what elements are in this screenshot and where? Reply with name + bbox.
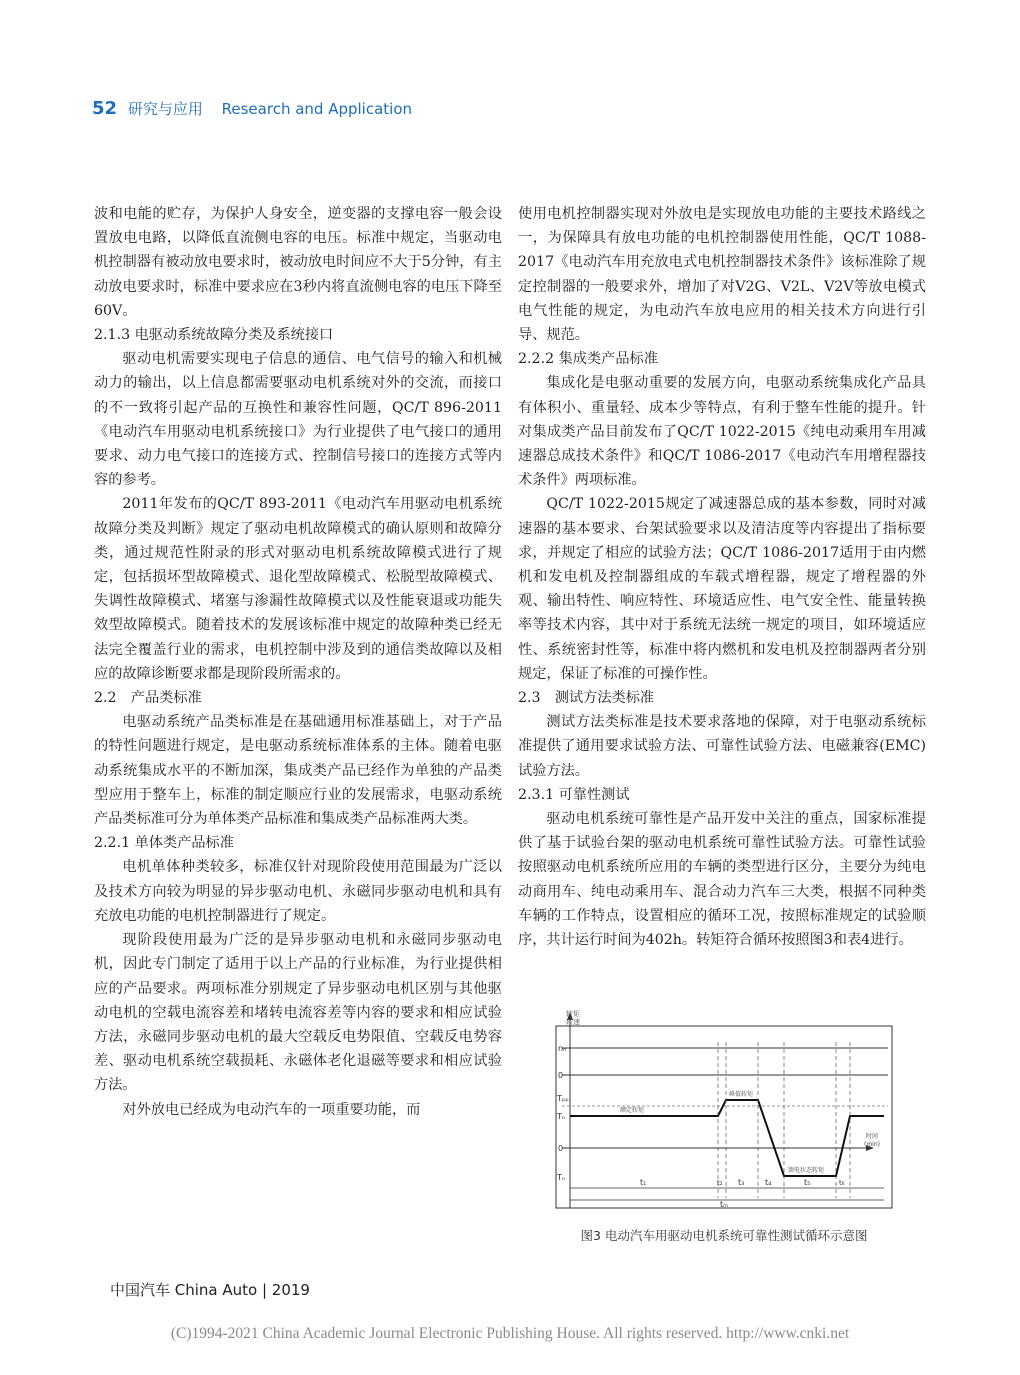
paragraph: 电驱动系统产品类标准是在基础通用标准基础上，对于产品的特性问题进行规定，是电驱动系统标准体系的主体。随着电驱动系统集成水平的不断加深，集成类产品已经作为单独的产品类型应用于整车上，标准的制定顺应行业的发展需求，电驱动系统产品类标准可分为单体类产品标准和集成类产品标准两大类。	[94, 714, 502, 828]
paragraph: 集成化是电驱动重要的发展方向，电驱动系统集成化产品具有体积小、重量轻、成本少等特点，有利于整车性能的提升。针对集成类产品目前发布了QC/T 1022-2015《纯电动乘用车用减速器总成技术条件》和QC/T 1086-2017《电动汽车用增程器技术条件》两项标准。	[518, 375, 926, 489]
section-heading: 2.3 测试方法类标准	[518, 690, 655, 707]
paragraph: 现阶段使用最为广泛的是异步驱动电机和永磁同步驱动电机，因此专门制定了适用于以上产品的行业标准，为行业提供相应的产品要求。两项标准分别规定了异步驱动电机区别与其他驱动电机的空载电流容差和堵转电流容差等内容的要求和相应试验方法，永磁同步驱动电机的最大空载反电势限值、空载反电势容差、驱动电机系统空载损耗、永磁体老化退磁等要求和相应试验方法。	[94, 932, 502, 1094]
paragraph: QC/T 1022-2015规定了减速器总成的基本参数，同时对减速器的基本要求、台架试验要求以及清洁度等内容提出了指标要求，并规定了相应的试验方法；QC/T 1086-2017适用于由内燃机和发电机及控制器组成的车载式增程器，规定了增程器的外观、输出特性、响应特性、环境适应性、电气安全性、能量转换率等技术内容，其中对于系统无法统一规定的项目，如环境适应性、系统密封性等，标准中将内燃机和发电机及控制器两者分别规定，保证了标准的可操作性。	[518, 496, 926, 682]
time-unit-label: (min)	[864, 1141, 880, 1148]
section-heading: 2.1.3 电驱动系统故障分类及系统接口	[94, 327, 334, 344]
cycle-diagram	[548, 1008, 900, 1218]
paragraph: 2011年发布的QC/T 893-2011《电动汽车用驱动电机系统故障分类及判断》规定了驱动电机故障模式的确认原则和故障分类，通过规范性附录的形式对驱动电机系统故障模式进行了规定，包括损坏型故障模式、退化型故障模式、松脱型故障模式、失调性故障模式、堵塞与渗漏性故障模式以及性能衰退或功能失效型故障模式。随着技术的发展该标准中规定的故障种类已经无法完全覆盖行业的需求，电机控制中涉及到的通信类故障以及相应的故障诊断要求都是现阶段所需求的。	[94, 496, 502, 682]
period-label: tₘ	[720, 1200, 729, 1209]
section-heading: 2.2 产品类标准	[94, 690, 202, 707]
segment-label: t₄	[765, 1178, 772, 1187]
section-heading: 2.2.2 集成类产品标准	[518, 351, 658, 368]
paragraph: 波和电能的贮存，为保护人身安全，逆变器的支撑电容一般会设置放电电路，以降低直流侧电容的电压。标准中规定，当驱动电机控制器有被动放电要求时，被动放电时间应不大于5分钟，有主动放电要求时，标准中要求应在3秒内将直流侧电容的电压下降至60V。	[94, 206, 502, 319]
footer: 中国汽车 China Auto | 2019	[110, 1281, 310, 1299]
level-label: nₙ	[558, 1044, 567, 1053]
level-label: Tₚₚ	[557, 1094, 569, 1103]
section-title-cn: 研究与应用	[127, 100, 203, 118]
paragraph: 使用电机控制器实现对外放电是实现放电功能的主要技术路线之一，为保障具有放电功能的电机控制器使用性能，QC/T 1088-2017《电动汽车用充放电式电机控制器技术条件》该标准除了规定控制器的一般要求外，增加了对V2G、V2L、V2V等放电模式电气性能的规定，为电动汽车放电应用的相关技术方向进行引导、规范。	[518, 206, 926, 344]
section-heading: 2.2.1 单体类产品标准	[94, 835, 234, 852]
level-label: Tₙ	[557, 1112, 566, 1121]
rated-torque-label: 额定转矩	[620, 1107, 645, 1114]
paragraph: 驱动电机系统可靠性是产品开发中关注的重点，国家标准提供了基于试验台架的驱动电机系统可靠性试验方法。可靠性试验按照驱动电机系统所应用的车辆的类型进行区分，主要分为纯电动商用车、纯电动乘用车、混合动力汽车三大类，根据不同种类车辆的工作特点，设置相应的循环工况，按照标准规定的试验顺序，共计运行时间为402h。转矩符合循环按照图3和表4进行。	[518, 811, 926, 949]
segment-label: t₃	[738, 1178, 745, 1187]
segment-label: t₅	[804, 1178, 811, 1187]
feedback-torque-label: 馈电状态转矩	[788, 1167, 825, 1174]
page-number: 52	[92, 98, 118, 119]
time-label: 时间	[866, 1133, 879, 1140]
figure-3	[548, 1008, 900, 1218]
paragraph: 电机单体种类较多，标准仅针对现阶段使用范围最为广泛以及技术方向较为明显的异步驱动电机、永磁同步驱动电机和具有充放电功能的电机控制器进行了规定。	[94, 859, 502, 924]
y-label-1: 转矩	[566, 1010, 580, 1018]
running-header	[92, 98, 412, 119]
segment-label: t₆	[839, 1179, 845, 1187]
segment-label: t₁	[640, 1178, 647, 1187]
level-label: 0	[558, 1144, 564, 1153]
paragraph: 驱动电机需要实现电子信息的通信、电气信号的输入和机械动力的输出，以上信息都需要驱动电机系统对外的交流，而接口的不一致将引起产品的互换性和兼容性问题，QC/T 896-2011《电动汽车用驱动电机系统接口》为行业提供了电气接口的通用要求、动力电气接口的连接方式、控制信号接口的连接方式等内容的参考。	[94, 351, 502, 489]
left-column	[94, 202, 502, 1122]
section-title-en: Research and Application	[221, 100, 413, 118]
peak-torque-label: 峰值转矩	[729, 1091, 754, 1098]
section-heading: 2.3.1 可靠性测试	[518, 786, 630, 803]
right-column	[518, 202, 926, 952]
copyright-notice: (C)1994-2021 China Academic Journal Electronic Publishing House. All rights reserved. http://www.cnki.net	[170, 1325, 850, 1342]
paragraph: 测试方法类标准是技术要求落地的保障，对于电驱动系统标准提供了通用要求试验方法、可靠性试验方法、电磁兼容(EMC)试验方法。	[518, 714, 926, 779]
segment-label: t₂	[717, 1179, 723, 1187]
figure-caption: 图3 电动汽车用驱动电机系统可靠性测试循环示意图	[580, 1228, 868, 1243]
level-label: 0	[558, 1071, 564, 1080]
y-label-2: 转速	[566, 1018, 580, 1026]
paragraph: 对外放电已经成为电动汽车的一项重要功能，而	[122, 1101, 421, 1118]
torque-curve	[570, 1100, 884, 1176]
level-label: Tₙ	[557, 1173, 566, 1182]
